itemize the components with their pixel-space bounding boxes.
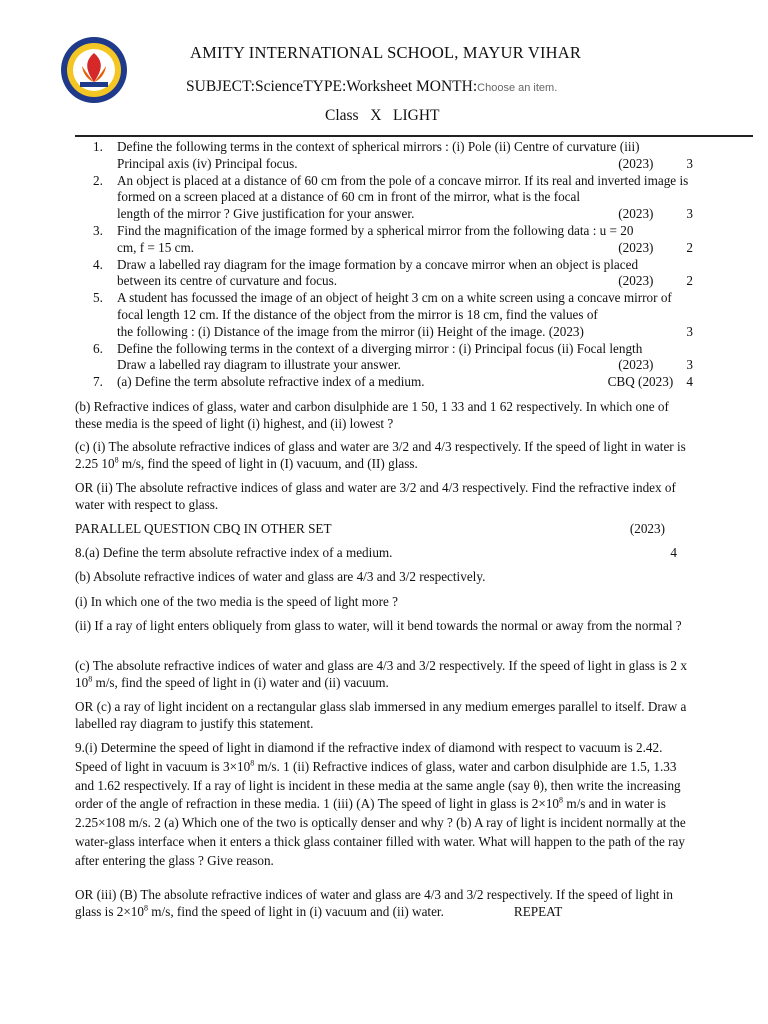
q7c-text-end: m/s, find the speed of light in (I) vacuum, and (II) glass. xyxy=(118,456,418,471)
school-logo xyxy=(60,36,128,104)
exponent: 8 xyxy=(143,903,148,913)
q8c-text: (c) The absolute refractive indices of water and glass are 4/3 and 3/2 respectively. If the speed of light in glass is 2 x 10 xyxy=(75,658,687,690)
parallel-year: (2023) xyxy=(629,521,665,536)
class-topic: Class X LIGHT xyxy=(325,107,440,124)
question-text: An object is placed at a distance of 60 cm from the pole of a concave mirror. If its real and inverted image is formed on a screen placed at a distance of 60 cm in front of the mirror, what is the focal xyxy=(117,172,689,205)
subject-line xyxy=(186,78,557,96)
q9-text: 9.(i) Determine the speed of light in diamond if the refractive index of diamond with respect to vacuum is 2.42. Speed of light in vacuum is 3×10 xyxy=(75,740,663,774)
question-text-end: the following : (i) Distance of the image from the mirror (ii) Height of the image. (2023) xyxy=(117,323,584,339)
q9-or-paragraph xyxy=(75,886,693,920)
exponent: 8 xyxy=(250,758,255,768)
question-text: Draw a labelled ray diagram for the image formation by a concave mirror when an object is placed xyxy=(117,256,639,272)
q9-text-middle: m/s. 1 (ii) Refractive indices of glass, water and carbon disulphide are 1.5, 1.33 and 1.62 respectively. If a ray of light is incident in these media at the same angle (say θ), then write the increasing order of the angle of refraction in these media. 1 (iii) (A) The speed of light in glass is 2×10 xyxy=(75,758,681,812)
q8c-text-end: m/s, find the speed of light in (i) water and (ii) vacuum. xyxy=(92,675,389,690)
q8-or-paragraph: OR (c) a ray of light incident on a rectangular glass slab immersed in any medium emerges parallel to itself. Draw a labelled ray diagram to justify this statement. xyxy=(75,699,687,731)
exponent: 8 xyxy=(88,674,93,684)
header-divider xyxy=(75,135,753,137)
question-list xyxy=(93,139,693,391)
list-item xyxy=(93,173,693,223)
q8a-row xyxy=(75,544,677,561)
question-tag: (2023) 2 xyxy=(618,239,693,255)
parallel-label: PARALLEL QUESTION CBQ IN OTHER SET xyxy=(75,521,332,536)
list-item xyxy=(93,290,693,340)
exponent: 8 xyxy=(114,455,119,465)
question-text: Define the following terms in the context of a diverging mirror : (i) Principal focus (ii) Focal length xyxy=(117,340,643,356)
q8a-text: 8.(a) Define the term absolute refractive index of a medium. xyxy=(75,545,393,560)
question-number: 6. xyxy=(93,340,103,356)
q7b-paragraph: (b) Refractive indices of glass, water and carbon disulphide are 1 50, 1 33 and 1 62 respectively. In which one of these media is the speed of light (i) highest, and (ii) lowest ? xyxy=(75,399,669,431)
question-number: 7. xyxy=(93,374,103,390)
q8a-marks: 4 xyxy=(670,545,677,560)
question-text-end: Principal axis (iv) Principal focus. xyxy=(117,155,298,171)
list-item xyxy=(93,223,693,257)
question-number: 1. xyxy=(93,139,103,154)
q9-text-end: m/s and in water is 2.25×108 m/s. 2 (a) Which one of the two is optically denser and why ? (b) A ray of light is incident normally at the water-glass interface when it enters a thick glass container filled with water. What will happen to the path of the ray after entering the glass ? Give reason. xyxy=(75,796,686,868)
parallel-heading xyxy=(75,520,665,537)
list-item xyxy=(93,374,693,391)
q7c-paragraph xyxy=(75,438,693,472)
q8b-ii-paragraph: (ii) If a ray of light enters obliquely from glass to water, will it bend towards the normal or away from the normal ? xyxy=(75,618,682,633)
q9-paragraph xyxy=(75,739,693,871)
question-text-end: (a) Define the term absolute refractive index of a medium. xyxy=(117,374,425,390)
list-item xyxy=(93,139,693,173)
question-tag: (2023) 2 xyxy=(618,273,693,289)
subject-prefix: SUBJECT:ScienceTYPE:Worksheet MONTH: xyxy=(186,78,478,95)
question-tag: CBQ (2023) 4 xyxy=(607,374,693,390)
question-text-end: Draw a labelled ray diagram to illustrate your answer. xyxy=(117,357,401,373)
question-number: 5. xyxy=(93,290,103,306)
question-text: Find the magnification of the image formed by a spherical mirror from the following data : u = 20 xyxy=(117,222,634,238)
or-ii-paragraph: OR (ii) The absolute refractive indices of glass and water are 3/2 and 4/3 respectively. Find the refractive index of water with respect to glass. xyxy=(75,480,676,512)
q9-or-text-end: m/s, find the speed of light in (i) vacuum and (ii) water. xyxy=(147,904,444,919)
exponent: 8 xyxy=(559,796,564,805)
q8b-paragraph: (b) Absolute refractive indices of water and glass are 4/3 and 3/2 respectively. xyxy=(75,569,486,584)
question-tag: 3 xyxy=(653,323,693,339)
q9-or-text: OR (iii) (B) The absolute refractive indices of water and glass are 4/3 and 3/2 respectively. If the speed of light in glass is 2×10 xyxy=(75,887,674,919)
list-item xyxy=(93,341,693,375)
question-tag: (2023) 3 xyxy=(618,155,693,171)
q7c-text: (c) (i) The absolute refractive indices of glass and water are 3/2 and 4/3 respectively. If the speed of light in water is 2.25 10 xyxy=(75,439,686,471)
question-number: 4. xyxy=(93,256,103,272)
list-item xyxy=(93,257,693,291)
school-name: AMITY INTERNATIONAL SCHOOL, MAYUR VIHAR xyxy=(190,43,582,62)
repeat-label: REPEAT xyxy=(513,904,563,919)
month-dropdown[interactable]: Choose an item. xyxy=(477,82,558,94)
question-tag: (2023) 3 xyxy=(618,357,693,373)
question-text-end: length of the mirror ? Give justification for your answer. xyxy=(117,206,415,222)
question-text: Define the following terms in the context of spherical mirrors : (i) Pole (ii) Centre of curvature (iii) xyxy=(117,139,640,154)
q8c-paragraph xyxy=(75,657,693,691)
question-number: 3. xyxy=(93,222,103,238)
question-text-end: between its centre of curvature and focus. xyxy=(117,273,338,289)
question-tag: (2023) 3 xyxy=(618,206,693,222)
question-number: 2. xyxy=(93,172,103,188)
q8b-i-paragraph: (i) In which one of the two media is the speed of light more ? xyxy=(75,594,399,609)
question-text: A student has focussed the image of an object of height 3 cm on a white screen using a concave mirror of focal length 12 cm. If the distance of the object from the mirror is 18 cm, find the values of xyxy=(117,290,672,322)
question-text-end: cm, f = 15 cm. xyxy=(117,239,195,255)
